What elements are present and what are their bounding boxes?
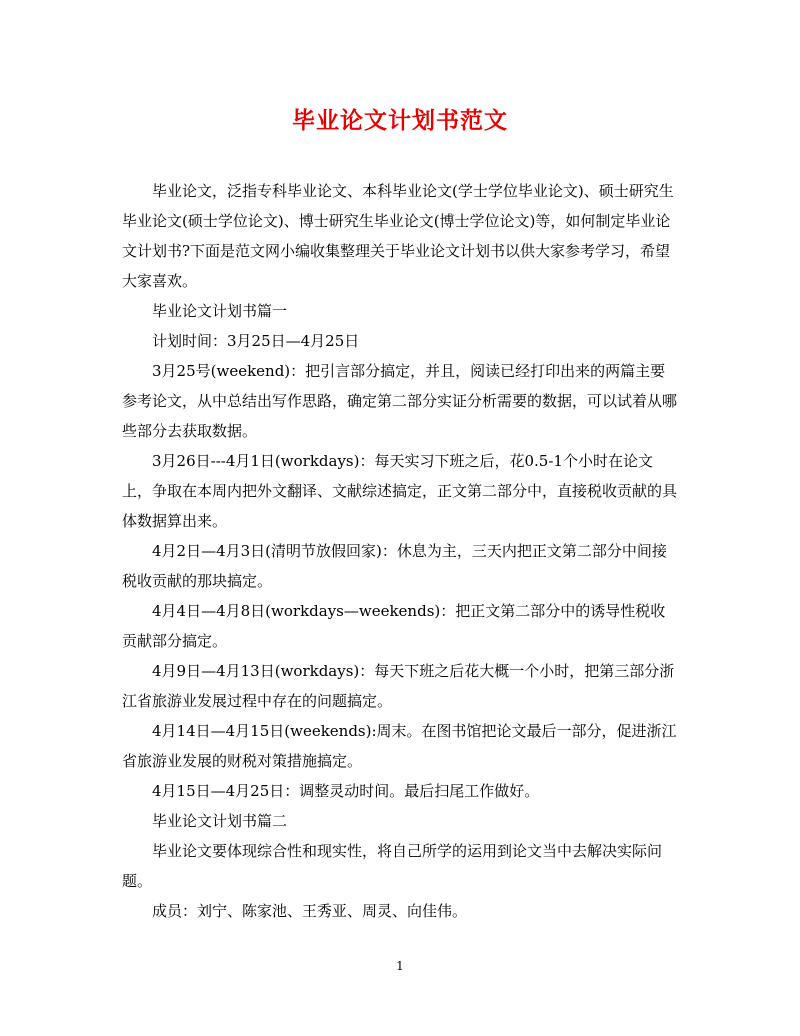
page-number: 1: [396, 959, 404, 973]
document-title: 毕业论文计划书范文: [292, 107, 508, 134]
paragraph-schedule-apr14-apr15: 4月14日—4月15日(weekends):周末。在图书馆把论文最后一部分，促进浙江省旅游业发展的财税对策措施搞定。: [122, 722, 677, 770]
paragraph-schedule-apr4-apr8: 4月4日—4月8日(workdays—weekends)：把正文第二部分中的诱导性税收贡献部分搞定。: [122, 602, 666, 650]
paragraph-schedule-apr9-apr13: 4月9日—4月13日(workdays)：每天下班之后花大概一个小时，把第三部分浙江省旅游业发展过程中存在的问题搞定。: [122, 662, 675, 710]
document-body: [122, 176, 678, 926]
paragraph-members: 成员：刘宁、陈家池、王秀亚、周灵、向佳伟。: [152, 902, 468, 920]
paragraph-schedule-mar26-apr1: 3月26日---4月1日(workdays)：每天实习下班之后，花0.5-1个小时在论文上，争取在本周内把外文翻译、文献综述搞定，正文第二部分中，直接税收贡献的具体数据算出来。: [122, 452, 678, 530]
paragraph-plan-two-intro: 毕业论文要体现综合性和现实性，将自己所学的运用到论文当中去解决实际问题。: [122, 842, 663, 890]
paragraph-schedule-apr2-apr3: 4月2日—4月3日(清明节放假回家)：休息为主，三天内把正文第二部分中间接税收贡献的那块搞定。: [122, 542, 667, 590]
section-heading-plan-two: 毕业论文计划书篇二: [152, 812, 288, 830]
paragraph-schedule-apr15-apr25: 4月15日—4月25日：调整灵动时间。最后扫尾工作做好。: [152, 782, 540, 800]
paragraph-intro: 毕业论文，泛指专科毕业论文、本科毕业论文(学士学位毕业论文)、硕士研究生毕业论文(硕士学位论文)、博士研究生毕业论文(博士学位论文)等，如何制定毕业论文计划书?下面是范文网小编收集整理关于毕业论文计划书以供大家参考学习，希望大家喜欢。: [122, 182, 674, 290]
paragraph-schedule-mar25: 3月25号(weekend)：把引言部分搞定，并且，阅读已经打印出来的两篇主要参考论文，从中总结出写作思路，确定第二部分实证分析需要的数据，可以试着从哪些部分去获取数据。: [122, 362, 678, 440]
section-heading-plan-one: 毕业论文计划书篇一: [152, 302, 288, 320]
paragraph-plan-time: 计划时间：3月25日—4月25日: [152, 332, 360, 350]
